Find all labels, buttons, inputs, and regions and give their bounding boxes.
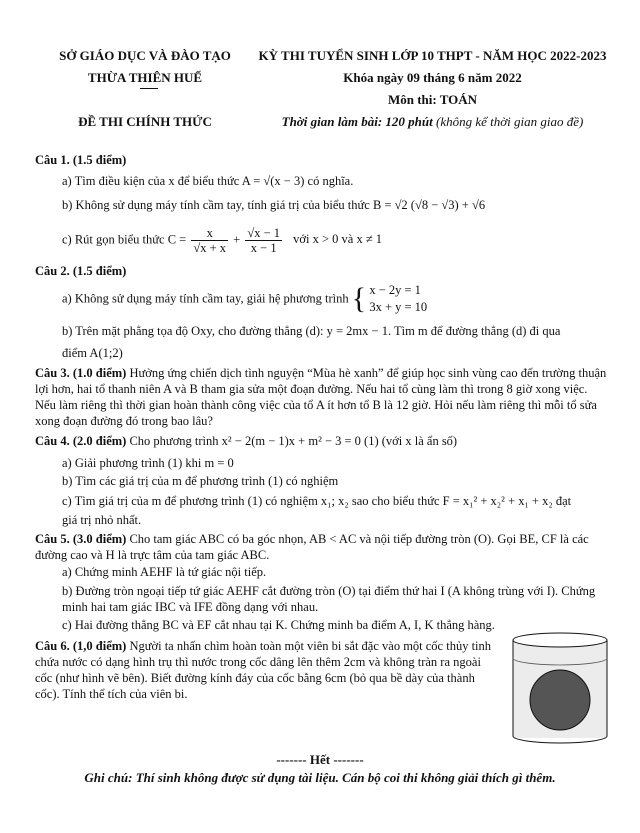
q6-text: Người ta nhấn chìm hoàn toàn một viên bi sắt đặc vào một cốc thủy tinh chứa nước có dạng hình trụ thì nước trong cốc dâng lên thêm 2cm và không tràn ra ngoài cốc (như hình vẽ bên). Biết đường kính đáy của cốc bằng 6cm (bỏ qua bề dày của thành cốc). Tính thể tích của viên bi.: [35, 639, 492, 701]
q2-eq1: x − 2y = 1: [369, 283, 421, 297]
q5-intro-block: [35, 531, 610, 563]
q2-b-line1: b) Trên mặt phẳng tọa độ Oxy, cho đường thẳng (d): y = 2mx − 1. Tìm m để đường thẳng (d) đi qua: [62, 324, 561, 338]
q1-c-cond: với x > 0 và x ≠ 1: [293, 232, 383, 247]
q2-a: [62, 282, 427, 316]
q1-title: Câu 1. (1.5 điểm): [35, 153, 127, 167]
q2-eq2: 3x + y = 10: [369, 300, 428, 314]
q1-a-text: a) Tìm điều kiện của x để biểu thức: [62, 174, 240, 188]
q4-intro: Cho phương trình x² − 2(m − 1)x + m² − 3 = 0 (1) (với x là ẩn số): [129, 434, 458, 448]
q5-intro: Cho tam giác ABC có ba góc nhọn, AB < AC và nội tiếp đường tròn (O). Gọi BE, CF là các đường cao và H là trực tâm của tam giác ABC.: [35, 532, 589, 562]
left-header-rule: [140, 88, 158, 89]
q1-c-den2: x − 1: [250, 241, 277, 255]
q3-text: Hưởng ứng chiến dịch tình nguyện “Mùa hè xanh” để giúp học sinh vùng cao đến trường thuận lợi hơn, hai tổ thanh niên A và B tham gia sửa một đoạn đường. Nếu hai tổ cùng làm thì trong 8 giờ xong việc. Nếu làm riêng thì thời gian hoàn thành công việc của tổ A ít hơn tổ B là 12 giờ. Hỏi nếu làm riêng thì mỗi tổ sửa xong đoạn đường đó trong bao lâu?: [35, 366, 607, 428]
q1-b-expr: B = √2 (√8 − √3) + √6: [372, 198, 486, 212]
q1-c-fraction-1: [191, 226, 228, 255]
province-name: THỪA THIÊN HUẾ: [87, 70, 203, 85]
time-allowed: [255, 114, 610, 130]
q1-c-fraction-2: [245, 226, 282, 255]
q1-b-text: b) Không sử dụng máy tính cầm tay, tính giá trị của biểu thức: [62, 198, 370, 212]
q4-b: b) Tìm các giá trị của m để phương trình (1) có nghiệm: [62, 474, 339, 488]
time-bold: Thời gian làm bài: 120 phút: [281, 114, 433, 129]
footer-note: Ghi chú: Thí sinh không được sử dụng tài liệu. Cán bộ coi thi không giải thích gì thêm.: [84, 770, 556, 785]
q1-c-text: c) Rút gọn biểu thức: [62, 232, 165, 247]
q1-a-expr: A = √(x − 3): [241, 174, 305, 188]
exam-title: KỲ THI TUYỂN SINH LỚP 10 THPT - NĂM HỌC 2022-2023: [258, 48, 607, 63]
q1-c-den1: √x + x: [193, 241, 227, 255]
dept-name: SỞ GIÁO DỤC VÀ ĐÀO TẠO: [59, 48, 231, 63]
q1-a-end: có nghĩa.: [307, 174, 354, 188]
q5-title: Câu 5. (3.0 điểm): [35, 532, 127, 546]
end-marker: ------- Hết -------: [276, 752, 364, 767]
q4-title: Câu 4. (2.0 điểm): [35, 434, 127, 448]
q3-block: [35, 365, 610, 429]
q4-c-line2: giá trị nhỏ nhất.: [62, 513, 142, 527]
exam-date: Khóa ngày 09 tháng 6 năm 2022: [343, 70, 522, 85]
q1-c-num1: x: [191, 226, 228, 241]
q1-c-plus: +: [233, 232, 241, 247]
q4-line: [35, 434, 457, 449]
official-exam-label: ĐỀ THI CHÍNH THỨC: [78, 114, 212, 129]
iron-ball: [530, 670, 590, 730]
cup-with-ball-figure: [510, 630, 610, 745]
cup-rim: [513, 633, 607, 647]
q1-a: [62, 174, 353, 189]
q2-a-text: a) Không sử dụng máy tính cầm tay, giải hệ phương trình: [62, 291, 349, 306]
q1-c-num2: √x − 1: [247, 226, 281, 240]
time-note: (không kể thời gian giao đề): [435, 114, 584, 129]
q2-b-line2: điểm A(1;2): [62, 346, 123, 360]
q1-b: [62, 198, 485, 213]
q2-system: [369, 282, 427, 316]
q2-title: Câu 2. (1.5 điểm): [35, 264, 127, 278]
q6-block: [35, 638, 500, 702]
q5-c: c) Hai đường thẳng BC và EF cắt nhau tại K. Chứng minh ba điểm A, I, K thẳng hàng.: [62, 618, 495, 632]
q5-b: b) Đường tròn ngoại tiếp tứ giác AEHF cắt đường tròn (O) tại điểm thứ hai I (A không trùng với I). Chứng minh hai tam giác IBC và IFE đồng dạng với nhau.: [62, 584, 596, 614]
q4-c-line1: c) Tìm giá trị của m để phương trình (1) có nghiệm x₁; x₂ sao cho biểu thức F = x₁² + x₂² + x₁ + x₂ đạt: [62, 494, 572, 508]
q1-c-lhs: C =: [167, 232, 187, 247]
q3-title: Câu 3. (1.0 điểm): [35, 366, 127, 380]
q6-title: Câu 6. (1,0 điểm): [35, 639, 127, 653]
q4-a: a) Giải phương trình (1) khi m = 0: [62, 456, 234, 470]
subject: Môn thi: TOÁN: [387, 92, 478, 107]
q1-c: [62, 226, 382, 255]
q5-a: a) Chứng minh AEHF là tứ giác nội tiếp.: [62, 565, 267, 579]
system-brace: {: [351, 282, 367, 315]
